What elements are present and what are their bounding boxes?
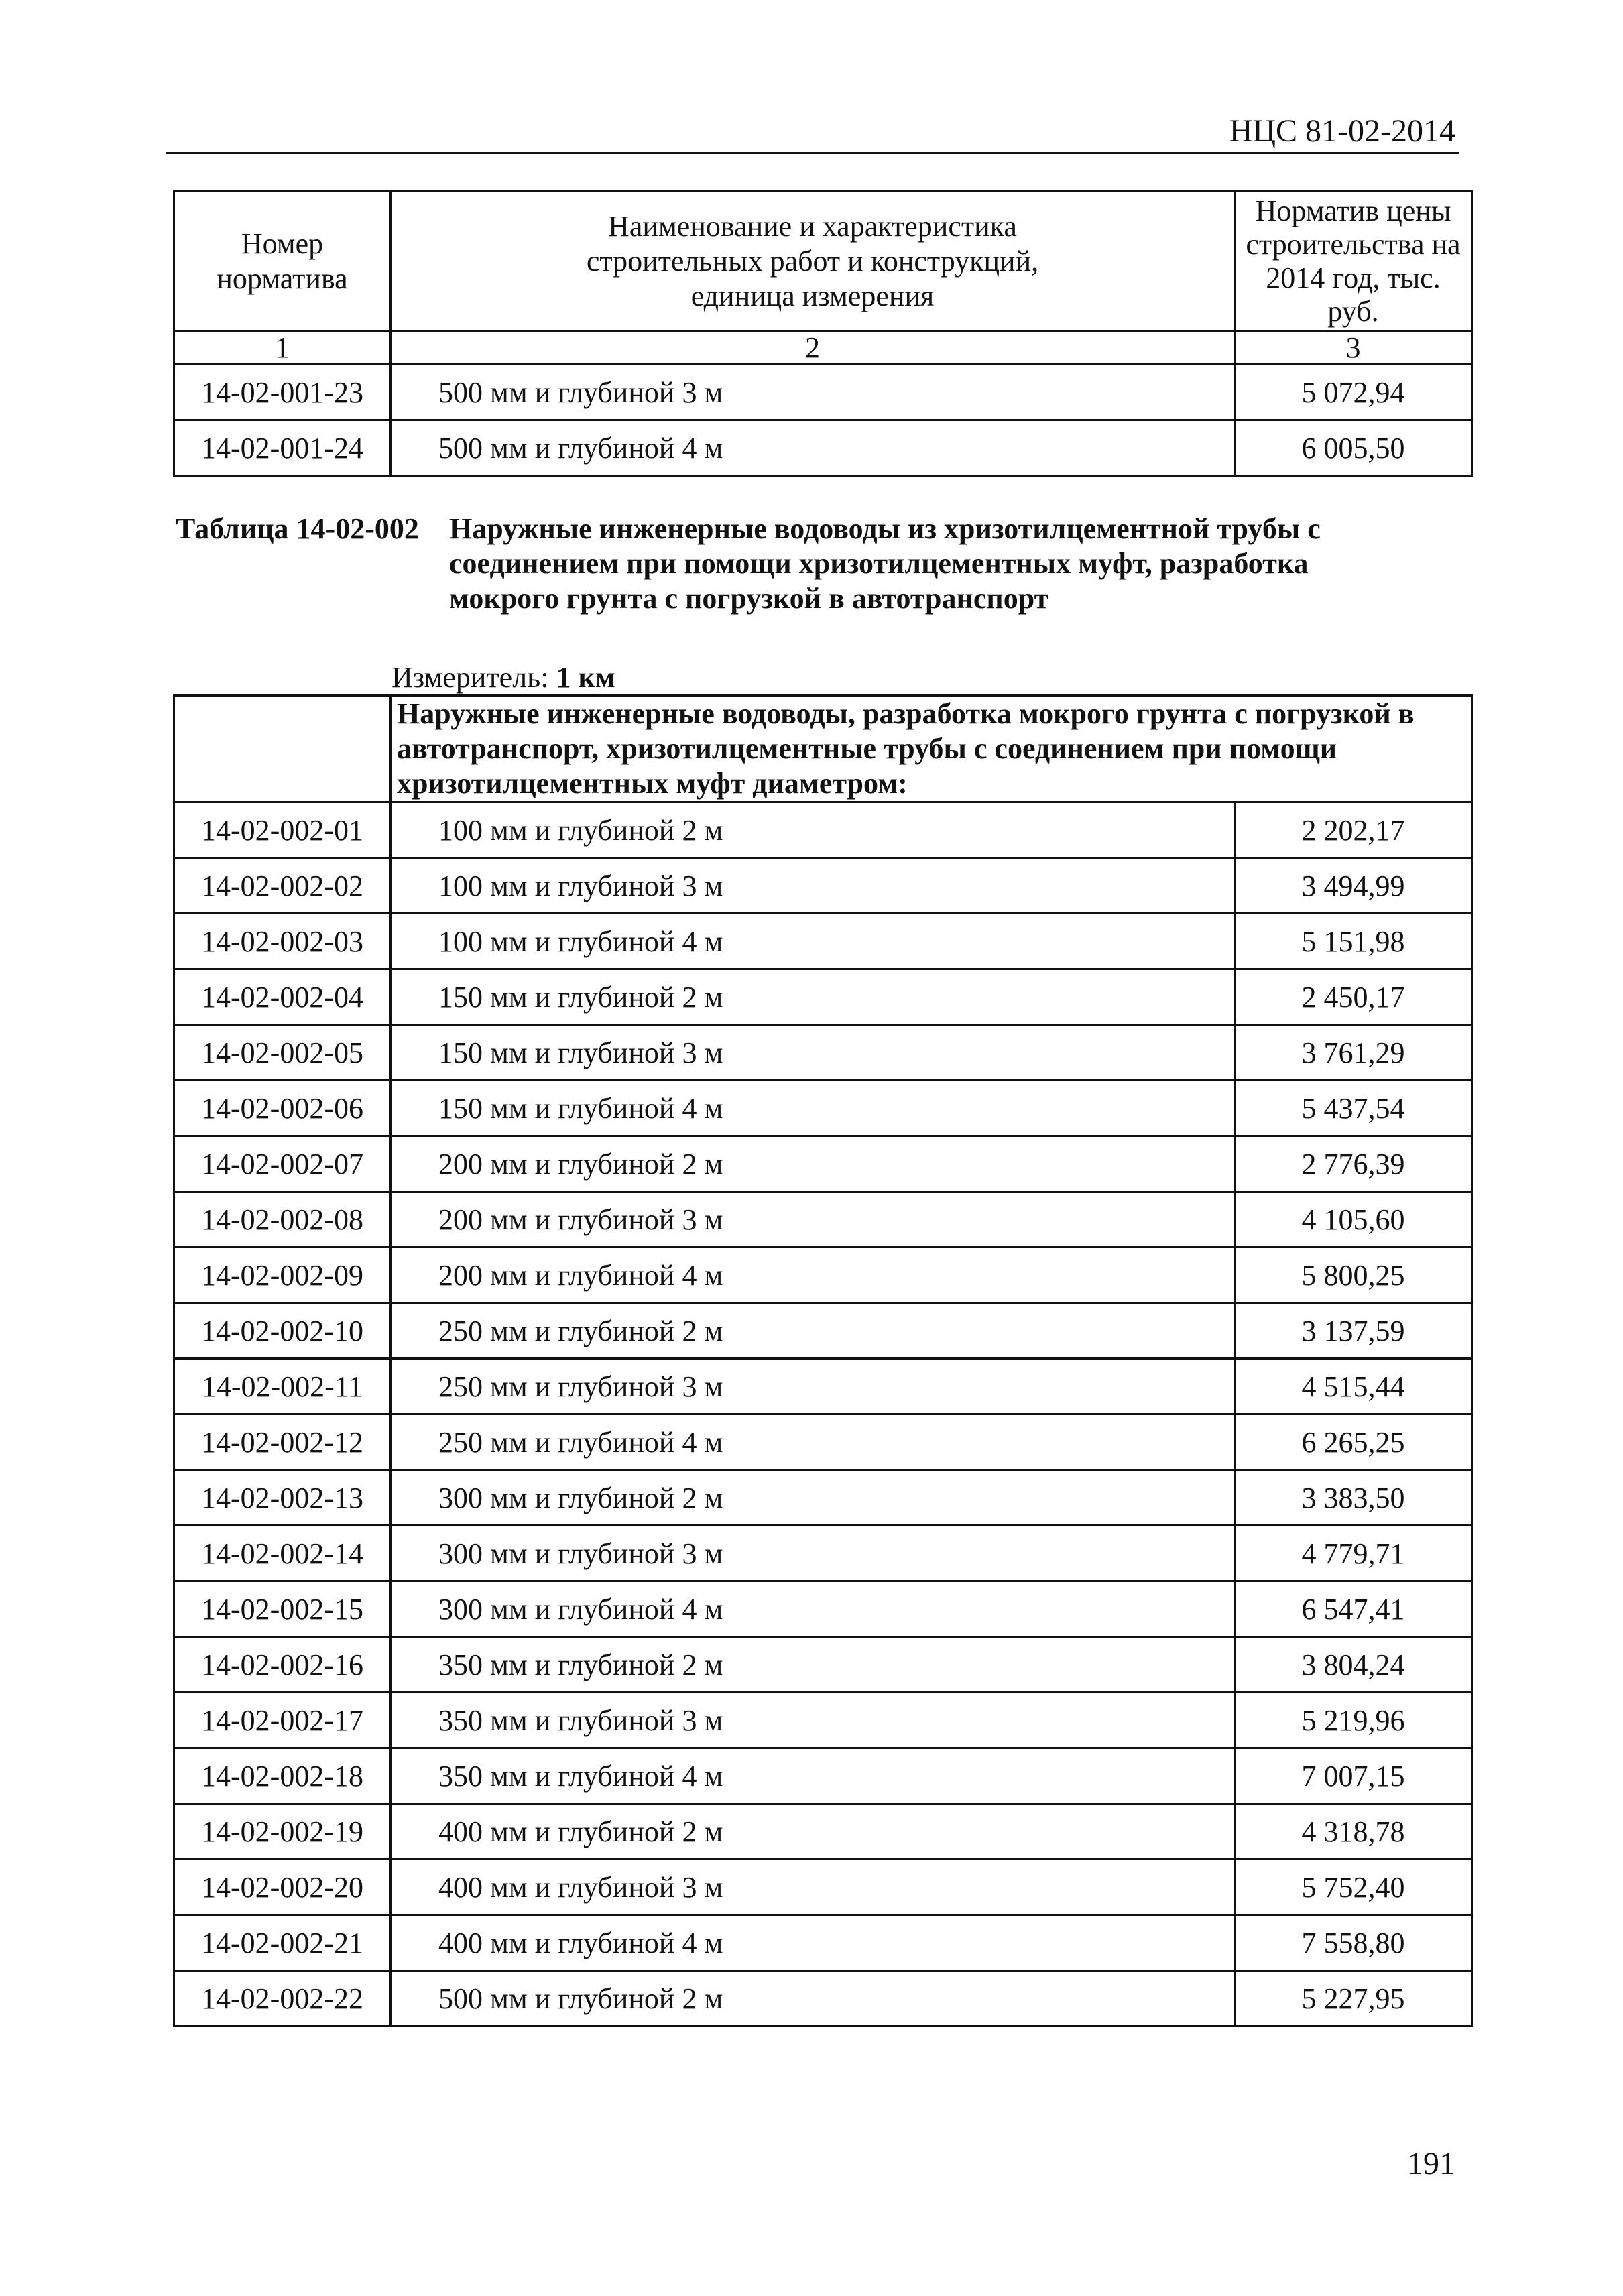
price-cell: 6 547,41 [1235,1581,1472,1637]
price-cell: 5 752,40 [1235,1860,1472,1915]
price-cell: 3 804,24 [1235,1637,1472,1693]
column-header-price: Норматив цены строительства на 2014 год, тыс. руб. [1235,192,1472,331]
description-cell: 200 мм и глубиной 2 м [391,1136,1235,1192]
price-cell: 3 137,59 [1235,1303,1472,1359]
price-cell: 5 151,98 [1235,914,1472,969]
description-cell: 500 мм и глубиной 2 м [391,1971,1235,2027]
price-cell: 3 494,99 [1235,858,1472,914]
price-cell: 5 219,96 [1235,1693,1472,1748]
table-row [174,1748,1472,1804]
price-cell: 2 776,39 [1235,1136,1472,1192]
description-cell: 100 мм и глубиной 2 м [391,802,1235,858]
description-cell: 250 мм и глубиной 3 м [391,1359,1235,1414]
price-cell: 5 800,25 [1235,1248,1472,1303]
price-cell: 2 450,17 [1235,969,1472,1025]
price-cell: 5 437,54 [1235,1081,1472,1136]
price-cell: 5 072,94 [1235,365,1472,420]
table-title: Наружные инженерные водоводы из хризотилцементной трубы с соединением при помощи хризотилцементных муфт, разработка мокрого грунта с погрузкой в автотранспорт [449,512,1321,615]
table-row [174,1414,1472,1470]
group-heading: Наружные инженерные водоводы, разработка мокрого грунта с погрузкой в автотранспорт, хризотилцементные трубы с соединением при помощи хризотилцементных муфт диаметром: [391,696,1472,802]
table-row [174,969,1472,1025]
norm-code-cell: 14-02-002-06 [174,1081,391,1136]
price-cell: 4 318,78 [1235,1804,1472,1860]
norm-code-cell: 14-02-002-01 [174,802,391,858]
description-cell: 100 мм и глубиной 3 м [391,858,1235,914]
table-row [174,1470,1472,1526]
unit-label: Измеритель: [392,661,549,694]
table-row [174,1136,1472,1192]
price-cell: 4 515,44 [1235,1359,1472,1414]
column-header-name: Наименование и характеристика строительных работ и конструкций, единица измерения [391,192,1235,331]
description-cell: 100 мм и глубиной 4 м [391,914,1235,969]
table-row [174,858,1472,914]
description-cell: 350 мм и глубиной 3 м [391,1693,1235,1748]
price-cell: 6 265,25 [1235,1414,1472,1470]
price-table [173,694,1473,2027]
description-cell: 150 мм и глубиной 2 м [391,969,1235,1025]
table-row [174,1081,1472,1136]
price-cell: 4 779,71 [1235,1526,1472,1581]
norm-code-cell: 14-02-002-13 [174,1470,391,1526]
group-heading-row [174,696,1472,802]
norm-code-cell: 14-02-002-12 [174,1414,391,1470]
description-cell: 200 мм и глубиной 3 м [391,1192,1235,1248]
table-row [174,1359,1472,1414]
table-row [174,420,1472,476]
norm-code-cell: 14-02-002-10 [174,1303,391,1359]
table-row [174,1192,1472,1248]
unit-value: 1 км [556,661,615,694]
header-rule [166,152,1459,154]
norm-code-cell: 14-02-002-17 [174,1693,391,1748]
table-row [174,1860,1472,1915]
price-cell: 5 227,95 [1235,1971,1472,2027]
norm-code-cell: 14-02-002-18 [174,1748,391,1804]
description-cell: 350 мм и глубиной 2 м [391,1637,1235,1693]
table-row [174,1915,1472,1971]
price-cell: 2 202,17 [1235,802,1472,858]
price-cell: 6 005,50 [1235,420,1472,476]
norm-code-cell: 14-02-002-04 [174,969,391,1025]
description-cell: 400 мм и глубиной 2 м [391,1804,1235,1860]
document-code: НЦС 81-02-2014 [1229,113,1455,149]
norm-code-cell: 14-02-002-07 [174,1136,391,1192]
norm-code-cell: 14-02-002-05 [174,1025,391,1081]
norm-code-cell: 14-02-002-08 [174,1192,391,1248]
description-cell: 500 мм и глубиной 3 м [391,365,1235,420]
description-cell: 300 мм и глубиной 3 м [391,1526,1235,1581]
norm-code-cell: 14-02-002-21 [174,1915,391,1971]
table-row [174,1248,1472,1303]
table-row [174,365,1472,420]
column-header-number: Номер норматива [174,192,391,331]
table-row [174,1025,1472,1081]
norm-code-cell: 14-02-002-03 [174,914,391,969]
page-number: 191 [1407,2146,1455,2181]
norm-code-cell: 14-02-002-20 [174,1860,391,1915]
group-heading-empty-cell [174,696,391,802]
table-row [174,1971,1472,2027]
unit-of-measure [392,660,615,695]
description-cell: 500 мм и глубиной 4 м [391,420,1235,476]
price-cell: 7 007,15 [1235,1748,1472,1804]
description-cell: 200 мм и глубиной 4 м [391,1248,1235,1303]
table-row [174,1581,1472,1637]
table-row [174,1526,1472,1581]
table-row [174,1637,1472,1693]
table-row [174,802,1472,858]
norm-code-cell: 14-02-002-22 [174,1971,391,2027]
description-cell: 150 мм и глубиной 4 м [391,1081,1235,1136]
price-cell: 7 558,80 [1235,1915,1472,1971]
price-cell: 3 761,29 [1235,1025,1472,1081]
table-row [174,1804,1472,1860]
table-row [174,1693,1472,1748]
column-index-row [174,331,1472,365]
description-cell: 400 мм и глубиной 3 м [391,1860,1235,1915]
description-cell: 250 мм и глубиной 2 м [391,1303,1235,1359]
norm-code-cell: 14-02-002-19 [174,1804,391,1860]
table-row [174,1303,1472,1359]
description-cell: 300 мм и глубиной 2 м [391,1470,1235,1526]
description-cell: 400 мм и глубиной 4 м [391,1915,1235,1971]
column-header-row [174,192,1472,331]
norm-code-cell: 14-02-002-09 [174,1248,391,1303]
description-cell: 350 мм и глубиной 4 м [391,1748,1235,1804]
description-cell: 150 мм и глубиной 3 м [391,1025,1235,1081]
norm-code-cell: 14-02-002-15 [174,1581,391,1637]
column-index: 3 [1235,331,1472,365]
column-index: 2 [391,331,1235,365]
column-index: 1 [174,331,391,365]
norm-code-cell: 14-02-001-23 [174,365,391,420]
description-cell: 300 мм и глубиной 4 м [391,1581,1235,1637]
description-cell: 250 мм и глубиной 4 м [391,1414,1235,1470]
norm-code-cell: 14-02-002-14 [174,1526,391,1581]
table-label: Таблица 14-02-002 [176,512,419,545]
price-cell: 3 383,50 [1235,1470,1472,1526]
table-row [174,914,1472,969]
norm-code-cell: 14-02-002-16 [174,1637,391,1693]
norm-code-cell: 14-02-002-11 [174,1359,391,1414]
norm-code-cell: 14-02-002-02 [174,858,391,914]
price-table-continued [173,190,1473,477]
norm-code-cell: 14-02-001-24 [174,420,391,476]
price-cell: 4 105,60 [1235,1192,1472,1248]
